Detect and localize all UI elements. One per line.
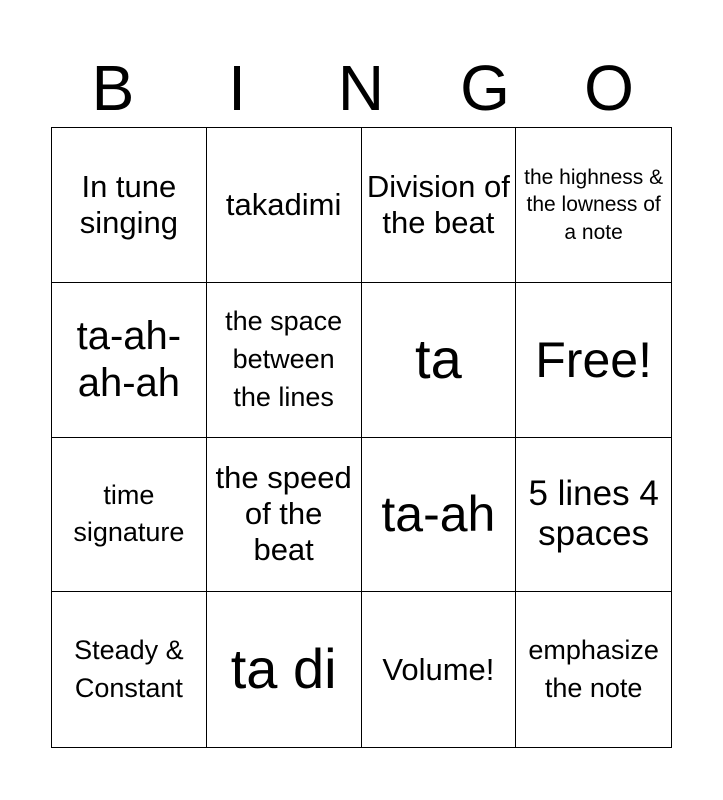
- bingo-header: [51, 48, 671, 128]
- bingo-cell-r2c1[interactable]: [52, 283, 207, 438]
- cell-text: takadimi: [225, 186, 342, 222]
- cell-text: emphasize the note: [528, 634, 659, 703]
- header-letter-n: N: [337, 52, 385, 124]
- bingo-cell-r3c3[interactable]: [362, 438, 517, 593]
- bingo-cell-r4c4[interactable]: [516, 592, 671, 747]
- cell-text: In tune singing: [79, 168, 178, 240]
- free-space-label: Free!: [535, 331, 652, 388]
- cell-text: ta di: [230, 637, 337, 701]
- bingo-cell-r1c4[interactable]: [516, 128, 671, 283]
- header-letter-o: O: [584, 52, 634, 124]
- cell-text: 5 lines 4 spaces: [528, 473, 659, 554]
- bingo-cell-r2c3[interactable]: [362, 283, 517, 438]
- header-letter-i: I: [228, 52, 246, 124]
- bingo-cell-r2c2[interactable]: [207, 283, 362, 438]
- cell-text: Volume!: [382, 651, 495, 687]
- cell-text: the space between the lines: [225, 305, 343, 412]
- bingo-cell-r3c4[interactable]: [516, 438, 671, 593]
- bingo-cell-r4c3[interactable]: [362, 592, 517, 747]
- cell-text: the highness & the lowness of a note: [524, 165, 664, 244]
- bingo-cell-free[interactable]: [516, 283, 671, 438]
- cell-text: ta: [415, 327, 462, 391]
- cell-text: Division of the beat: [366, 168, 510, 240]
- header-letter-g: G: [460, 52, 510, 124]
- cell-text: ta-ah-ah-ah: [76, 314, 182, 405]
- bingo-board: [51, 127, 672, 748]
- cell-text: Steady & Constant: [74, 634, 184, 703]
- bingo-cell-r4c2[interactable]: [207, 592, 362, 747]
- bingo-cell-r3c2[interactable]: [207, 438, 362, 593]
- header-letter-b: B: [91, 52, 135, 124]
- bingo-cell-r1c3[interactable]: [362, 128, 517, 283]
- cell-text: time signature: [73, 479, 185, 548]
- cell-text: the speed of the beat: [215, 460, 352, 568]
- cell-text: ta-ah: [381, 486, 496, 543]
- bingo-cell-r3c1[interactable]: [52, 438, 207, 593]
- bingo-cell-r1c1[interactable]: [52, 128, 207, 283]
- bingo-cell-r4c1[interactable]: [52, 592, 207, 747]
- bingo-cell-r1c2[interactable]: [207, 128, 362, 283]
